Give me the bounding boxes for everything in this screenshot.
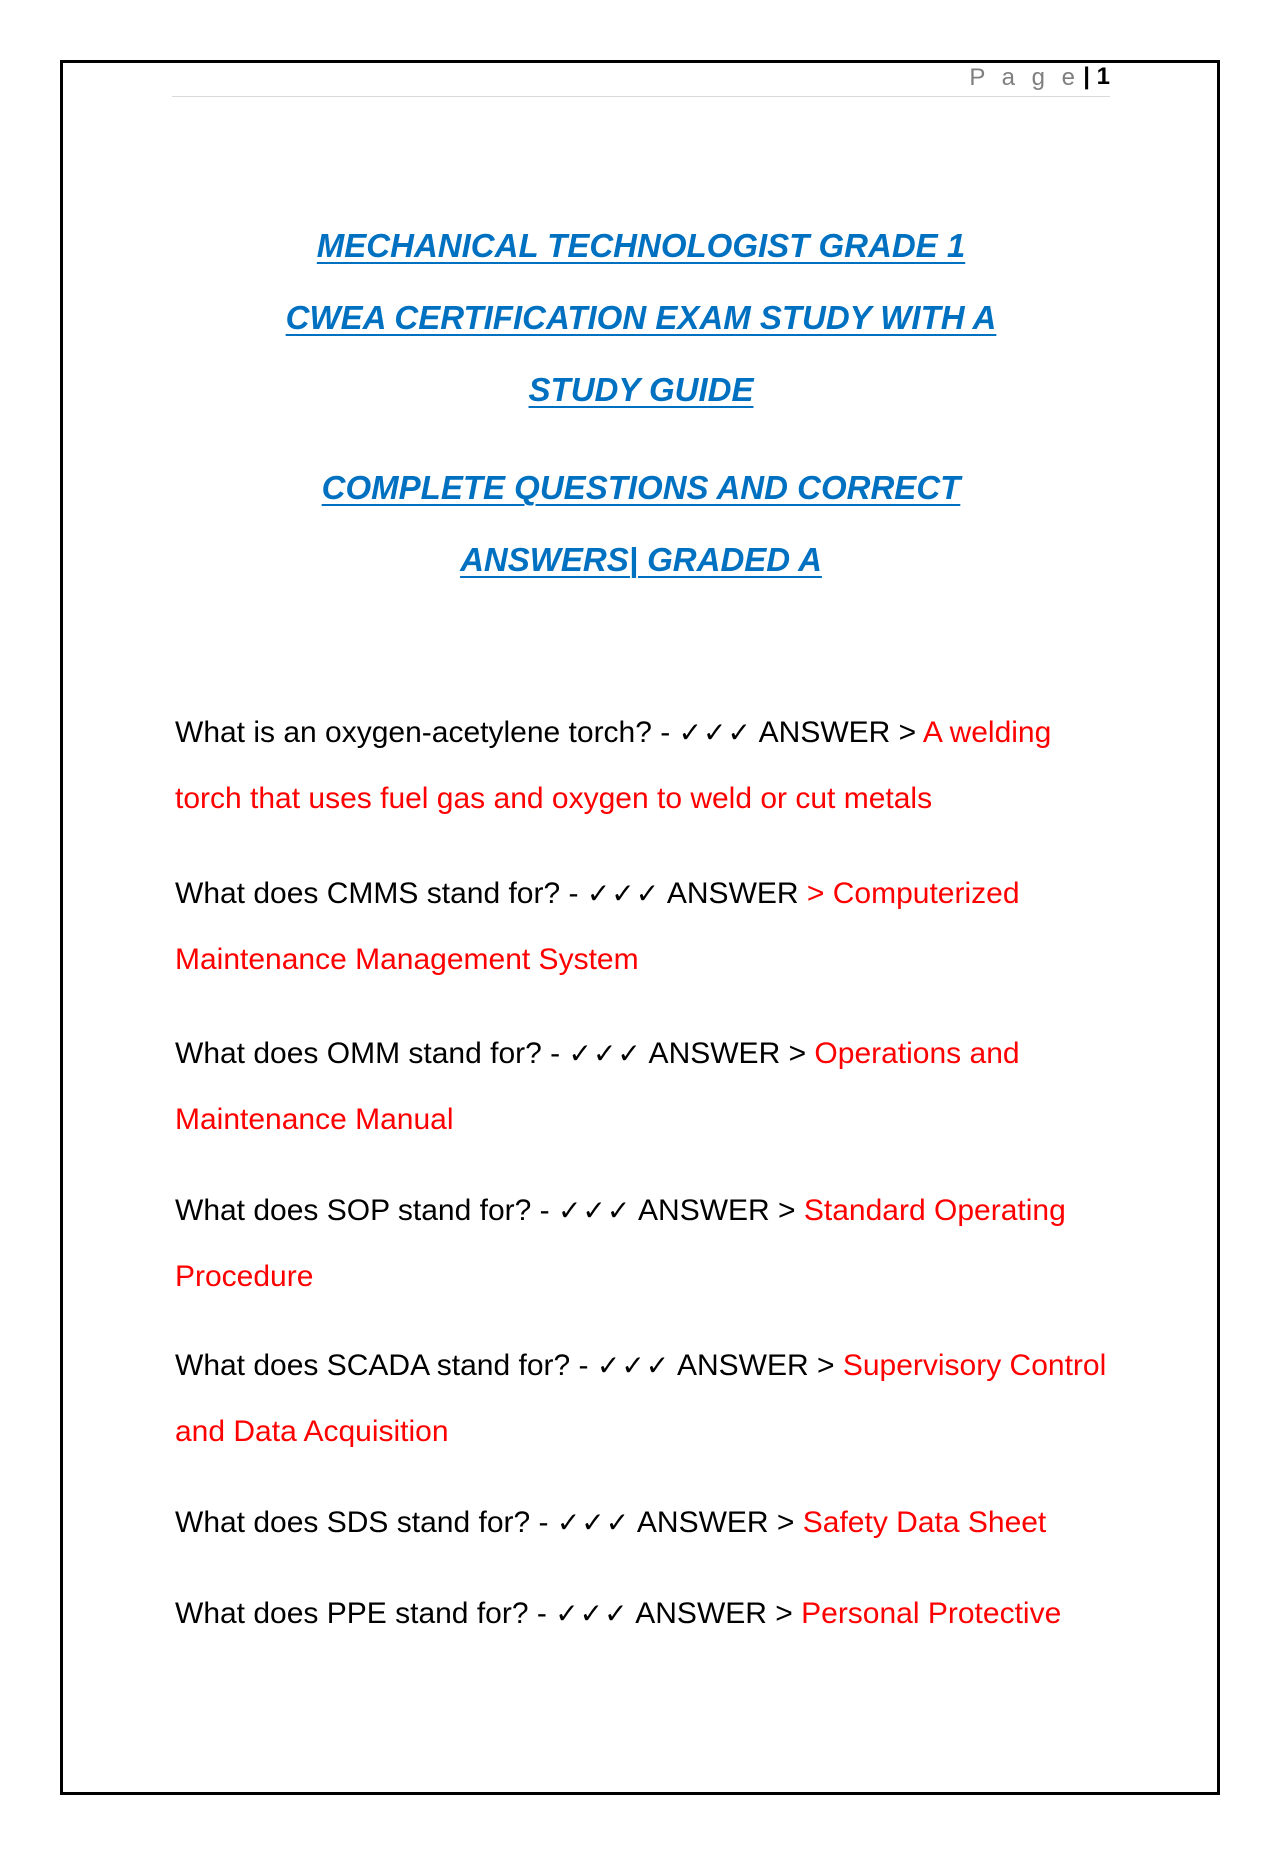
answer-text: Operations and Maintenance Manual (175, 1037, 1020, 1136)
answer-text: Standard Operating Procedure (175, 1194, 1066, 1293)
answer-label: ANSWER > (630, 1506, 803, 1539)
page-number: | 1 (1083, 63, 1110, 90)
title-line-1: MECHANICAL TECHNOLOGIST GRADE 1 (316, 227, 966, 264)
page-label: P a g e (969, 64, 1080, 91)
answer-label: ANSWER > (631, 1194, 804, 1227)
qa-item (175, 1178, 1120, 1310)
page-header (172, 62, 1110, 97)
checkmarks-icon: ✓✓✓ (555, 1597, 629, 1630)
checkmarks-icon: ✓✓✓ (586, 877, 661, 910)
answer-text: Supervisory Control and Data Acquisition (175, 1349, 1107, 1448)
checkmarks-icon: ✓✓✓ (678, 716, 752, 749)
qa-item (175, 1021, 1120, 1153)
answer-text: A welding torch that uses fuel gas and oxygen to weld or cut metals (175, 716, 1052, 815)
document-title (172, 210, 1110, 596)
answer-text: Safety Data Sheet (802, 1506, 1047, 1539)
question-text: What does SDS stand for? - (175, 1506, 557, 1539)
checkmarks-icon: ✓✓✓ (596, 1349, 671, 1382)
question-text: What does OMM stand for? - (175, 1037, 569, 1070)
qa-item (175, 700, 1120, 832)
answer-label: ANSWER > (670, 1349, 843, 1382)
qa-item (175, 1333, 1120, 1465)
qa-item (175, 1490, 1120, 1556)
answer-label: ANSWER > (641, 1037, 815, 1070)
checkmarks-icon: ✓✓✓ (568, 1037, 642, 1070)
question-text: What does SOP stand for? - (175, 1194, 558, 1227)
question-text: What does SCADA stand for? - (175, 1349, 597, 1382)
qa-item (175, 861, 1120, 993)
title-line-3: STUDY GUIDE (528, 371, 754, 408)
checkmarks-icon: ✓✓✓ (556, 1506, 631, 1539)
answer-label: ANSWER (660, 877, 807, 910)
title-line-2: CWEA CERTIFICATION EXAM STUDY WITH A (285, 299, 997, 336)
title-line-4: COMPLETE QUESTIONS AND CORRECT (321, 469, 961, 506)
question-text: What does CMMS stand for? - (175, 877, 587, 910)
checkmarks-icon: ✓✓✓ (557, 1194, 632, 1227)
answer-label: ANSWER > (628, 1597, 802, 1630)
answer-text: > Computerized Maintenance Management System (175, 877, 1020, 976)
answer-label: ANSWER > (751, 716, 923, 749)
question-text: What does PPE stand for? - (175, 1597, 556, 1630)
answer-text: Personal Protective (801, 1597, 1062, 1630)
title-line-5: ANSWERS| GRADED A (460, 541, 822, 578)
qa-item (175, 1581, 1120, 1647)
question-text: What is an oxygen-acetylene torch? - (175, 716, 679, 749)
